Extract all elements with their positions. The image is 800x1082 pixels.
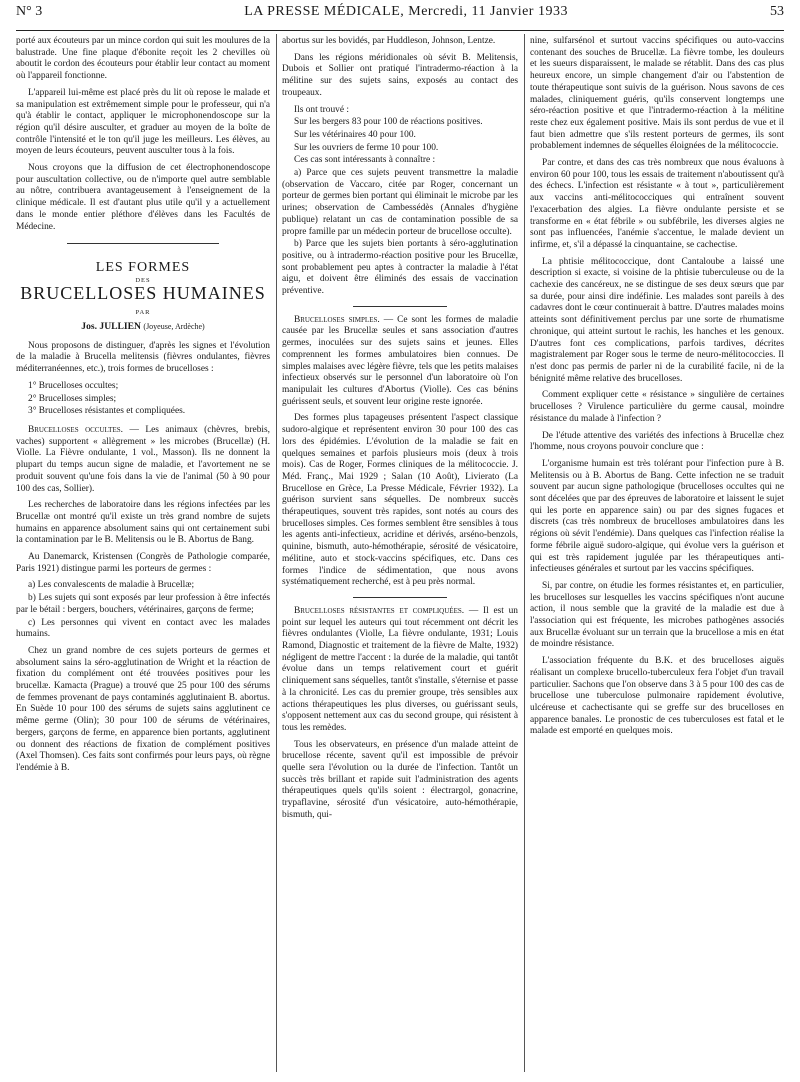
section-rule bbox=[67, 243, 219, 244]
paragraph: Au Danemarck, Kristensen (Congrès de Pathologie comparée, Paris 1921) distingue parmi les porteurs de germes : bbox=[16, 552, 270, 574]
paragraph: L'association fréquente du B.K. et des brucelloses aiguës réalisant un complexe brucello-tuberculeux fera l'objet d'un travail particulier. Sachons que l'on observe dans 3 à 5 pour 100 des cas de brucellose une tuberculose pulmonaire rapidement évolutive, ulcéreuse et cachectisante qui se greffe sur des brucelloses en apparence banales. Le pronostic de ces tuberculoses est fatal et le malade est emporté en quelques mois. bbox=[530, 656, 784, 737]
paragraph: Par contre, et dans des cas très nombreux que nous évaluons à environ 60 pour 100, tous les essais de traitement n'aboutissent qu'à des échecs. L'infection est résistante « à tout », particulièrement aux vaccins anti-mélitococciques qui entraînent souvent l'exacerbation des algies. La fièvre ondulante persiste et se transforme en « état fébrile » ou subfébrile, les diverses algies ne sont pas influencées, l'anémie s'accentue, le malade devient un infirme, et, s'il a dépassé la cinquantaine, se cachectise. bbox=[530, 158, 784, 250]
paragraph bbox=[282, 606, 518, 735]
column-divider bbox=[276, 34, 277, 1072]
paragraph: L'organisme humain est très tolérant pour l'infection pure à B. Melitensis ou à B. Abortus de Bang. Cette infection ne se traduit souvent par aucun signe pathologique (brucelloses occultes qui ne sont décelées que par des épreuves de laboratoire et laissent le sujet qui les porte en apparence sain) ou par des signes fugaces et discrets (cas très nombreux de brucelloses ambulatoires dans les régions où sévit l'endémie). Dans quelques cas l'infection réalise la forme fébrile aiguë sudoro-algique, qui évolue vers la guérison et qui est très rapidement jugulée par les thérapeutiques anti-infectieuses générales et surtout par les vaccins spécifiques. bbox=[530, 458, 784, 575]
list-item: 1° Brucelloses occultes; bbox=[28, 380, 119, 391]
author-name: Jos. JULLIEN bbox=[81, 321, 141, 333]
paragraph: Les recherches de laboratoire dans les régions infectées par les Brucellæ ont montré qu'il existe un très grand nombre de sujets humains en apparence absolument sains qui ont certainement subi la contamination par le B. Melitensis ou le B. Abortus de Bang. bbox=[16, 500, 270, 546]
paragraph: Si, par contre, on étudie les formes résistantes et, en particulier, les brucelloses sur lesquelles les vaccins spécifiques n'ont aucune action, il nous semble que la gravité de la maladie est due à l'association qui est fréquente, les microbes pathogènes associés aux Brucellæ évoluant sur un terrain que la brucellose a mis en état de moindre résistance. bbox=[530, 580, 784, 650]
paragraph: a) Parce que ces sujets peuvent transmettre la maladie (observation de Vaccaro, citée par Roger, concernant un porteur de germes bien portant qui éliminait le microbe par les urines; observation de Cambessédès (Annales d'hygiène publique) relatant un cas de contamination possible de sa propre famille par un médecin porteur de brucellose occulte). bbox=[282, 168, 518, 237]
paragraph bbox=[16, 425, 270, 495]
paragraph: Nous proposons de distinguer, d'après les signes et l'évolution de la maladie à Brucella melitensis (fièvres ondulantes, fièvres méditerranéennes, etc.), trois formes de brucelloses : bbox=[16, 340, 270, 375]
column-3 bbox=[530, 36, 784, 743]
list-item: c) Les personnes qui vivent en contact avec les malades humains. bbox=[16, 617, 270, 640]
issue-number: N° 3 bbox=[16, 4, 43, 19]
paragraph: abortus sur les bovidés, par Huddleson, Johnson, Lentze. bbox=[282, 36, 496, 46]
column-1 bbox=[16, 36, 270, 780]
list-item: a) Les convalescents de maladie à Brucellæ; bbox=[28, 580, 195, 591]
list-item: Ces cas sont intéressants à connaître : bbox=[294, 155, 436, 166]
article-title-des: DES bbox=[135, 276, 151, 284]
list-item: Sur les ouvriers de ferme 10 pour 100. bbox=[294, 142, 439, 153]
section-head-simples: Brucelloses simples. bbox=[294, 314, 380, 325]
header-rule bbox=[16, 30, 784, 31]
paragraph: Dans les régions méridionales où sévit B. Melitensis, Dubois et Sollier ont pratiqué l'intradermo-réaction à la mélitine sur des sujets sains, exposés au contact des troupeaux. bbox=[282, 52, 518, 98]
paragraph: Ils ont trouvé : bbox=[294, 104, 349, 115]
list-item: 2° Brucelloses simples; bbox=[28, 393, 117, 404]
paragraph: Comment expliquer cette « résistance » singulière de certaines brucelloses ? Virulence particulière du germe causal, moindre résistance du malade à l'infection ? bbox=[530, 390, 784, 424]
section-text: — Il est un point sur lequel les auteurs qui tout récemment ont décrit les fièvres ondulantes (Violle, La fièvre ondulante, 1931; Louis Ramond, Diagnostic et traitement de la fièvre de Malte, 1932) négligent de mettre l'accent : la durée de la maladie, qui tantôt évolue dans un temps relativement court et guérit cliniquement sans séquelles, tantôt s'installe, s'éternise et passe à la chronicité. Les cas du premier groupe, très sensibles aux actions thérapeutiques les plus diverses, ou guérissant seuls, s'opposent nettement aux cas du second groupe, qui résistent à tous les remèdes. bbox=[282, 605, 518, 733]
paragraph: Tous les observateurs, en présence d'un malade atteint de brucellose récente, savent qu'il est impossible de prévoir quelle sera l'évolution ou la durée de l'infection. Tantôt un succès très brillant et rapide suit l'administration des agents thérapeutiques quels qu'ils soient : électrargol, gonacrine, trypaflavine, sérosité d'un vésicatoire, auto-hémothérapie, bismuth, qui- bbox=[282, 739, 518, 820]
section-text: — Les animaux (chèvres, brebis, vaches) supportent « allègrement » les microbes (Brucellæ) (H. Violle. La Fièvre ondulante, 1 vol., Masson). Ils ne donnent la plupart du temps aucun signe de maladie, et l'avortement ne se produit souvent qu'une fois dans la vie de l'animal (50 à 90 pour 100 des cas, Sollier). bbox=[16, 424, 270, 494]
list-item: Sur les vétérinaires 40 pour 100. bbox=[294, 129, 416, 140]
paragraph: De l'étude attentive des variétés des infections à Brucellæ chez l'homme, nous croyons pouvoir conclure que : bbox=[530, 430, 784, 453]
paragraph bbox=[282, 315, 518, 409]
column-2 bbox=[282, 36, 518, 827]
paragraph: porté aux écouteurs par un mince cordon qui suit les moulures de la balustrade. Une fine plaque d'ébonite reçoit les 2 chevilles où aboutit le cordon des écouteurs pour établir leur contact au moment où l'appareil fonctionne. bbox=[16, 36, 270, 82]
paragraph: nine, sulfarsénol et surtout vaccins spécifiques ou auto-vaccins contenant des souches de Brucellæ. La fièvre tombe, les douleurs et les sueurs disparaissent, le malade se rétablit. Dans des cas plus heureux encore, un simple changement d'air ou l'abstention de toute thérapeutique sont suivis de la guérison. Nous savons de ces malades, cliniquement guéris, qu'ils conservent longtemps une séro-réaction positive et que l'intradermo-réaction à la mélitine reste chez eux également positive. Mais ils sont perdus de vue et il faut bien admettre que s'ils restent porteurs de germes, ils sont probablement indemnes de séquelles éloignées de la mélitococcie. bbox=[530, 36, 784, 152]
article-title-line2: BRUCELLOSES HUMAINES bbox=[20, 282, 266, 303]
journal-title: LA PRESSE MÉDICALE, Mercredi, 11 Janvier 1933 bbox=[244, 4, 568, 19]
page-number: 53 bbox=[769, 4, 784, 19]
paragraph: L'appareil lui-même est placé près du lit où repose le malade et sa manipulation est extrêmement simple pour le professeur, qui n'a qu'à établir le contact, appliquer le microphonendoscope sur la région qu'il désire ausculter, et graduer au moyen de la boîte de contrôle l'intensité et le ton qu'il juge les meilleurs. Les élèves, au moyen de leurs écouteurs, peuvent ausculter tous à la fois. bbox=[16, 87, 270, 157]
list-item: Sur les bergers 83 pour 100 de réactions positives. bbox=[294, 117, 483, 128]
paragraph: Chez un grand nombre de ces sujets porteurs de germes et absolument sains la séro-agglutination de Wright et la réaction de fixation du complément ont été trouvées positives pour les brucellæ. Kamacta (Prague) a trouvé que 25 pour 100 des sérums de femmes provenant de pays contaminés agglutinaient B. abortus. En Suède 10 pour 100 des sérums de sujets sains agglutinent ce même germe (Olin); 30 pour 100 de sérums de vétérinaires, bergers, garçons de ferme, en apparence bien portants, agglutinent ou donnent des réactions de fixation de complément positives (Axel Thomsen). Ces faits sont confirmés pour leurs pays, où règne l'endémie à B. bbox=[16, 645, 270, 773]
article-par: PAR bbox=[135, 309, 151, 317]
paragraph: Des formes plus tapageuses présentent l'aspect classique sudoro-algique et représentent environ 30 pour 100 des cas lors des épidémies. L'évolution de la maladie se fait en quelques semaines et parfois plusieurs mois (deux à trois mois). Cas de Roger, Formes cliniques de la mélitococcie. J. Méd. Franç., Mai 1929 ; Salan (10 Août), Livierato (La Brucellose en Grèce, La Presse Médicale, Février 1932). La guérison survient sans séquelles. De nombreux succès thérapeutiques, souvent très rapides, sont notés au cours des brucelloses simples. Ces formes semblent être sensibles à tous les agents anti-infectieux, acridine et dérivés, arséno-benzols, quinine, bismuth, auto-hémothérapie, sérosité de vésicatoire, mélitine, auto et stock-vaccins spécifiques, etc. Dans ces formes l'indice de sédimentation, que nous avons systématiquement recherché, est à peu près normal. bbox=[282, 413, 518, 588]
section-head-resistantes: Brucelloses résistantes et compliquées. bbox=[294, 605, 465, 616]
section-rule bbox=[353, 597, 447, 598]
article-title-line1: LES FORMES bbox=[95, 260, 191, 276]
paragraph: b) Parce que les sujets bien portants à séro-agglutination positive, ou à intradermo-réaction positive pour les Brucellæ, sont probablement peu aptes à contracter la maladie à l'état aigu, et doivent être éliminés des essais de vaccination préventive. bbox=[282, 239, 518, 297]
list-item: 3° Brucelloses résistantes et compliquées. bbox=[28, 406, 186, 417]
paragraph: Nous croyons que la diffusion de cet électrophonendoscope pour auscultation collective, ou de n'importe quel autre semblable au nôtre, contribuera avantageusement à l'enseignement de la clinique médicale. Il est d'autant plus utile qu'il y a actuellement dans le monde entier pléthore d'élèves dans les Facultés de Médecine. bbox=[16, 163, 270, 232]
column-divider bbox=[524, 34, 525, 1072]
section-head-occultes: Brucelloses occultes. bbox=[28, 424, 123, 435]
section-text: — Ce sont les formes de maladie causée par les Brucellæ seules et sans association d'autres germes, inoculées sur des sujets sains et jeunes. Elles comprennent les formes ambulatoires bien connues. De simples malaises avec légère fièvre, tels que les petits malaises infectieux observés sur le personnel d'un laboratoire où l'on manipulait les cultures d'Abortus (Violle). Ces cas bénins guérissent seuls, et souvent leur origine reste ignorée. bbox=[282, 314, 518, 407]
article-author bbox=[16, 321, 270, 333]
list-item: b) Les sujets qui sont exposés par leur profession à être infectés par le bétail : bergers, bouchers, vétérinaires, garçons de ferme; bbox=[16, 593, 270, 615]
page-header bbox=[16, 4, 784, 30]
paragraph: La phtisie mélitococcique, dont Cantaloube a laissé une description si exacte, si voisine de la phtisie tuberculeuse ou de la cachexie des cancéreux, ne se distingue de ses deux sœurs que par sa durée, pour ainsi dire indéfinie. Les malades sont pareils à des cadavres dont le cœur continuerait à battre. D'autres malades moins atteints sont définitivement perclus par une sorte de rhumatisme chronique, qui atteint surtout le rachis, les hanches et les genoux. D'autres font ces complications, parfois tardives, décrites magistralement par Roger sous le terme de neuro-mélitococcies. Il n'est donc pas permis de parler ni de la curabilité facile, ni de la bénignité même relative des brucelloses. bbox=[530, 256, 784, 384]
author-location: (Joyeuse, Ardèche) bbox=[143, 322, 205, 332]
section-rule bbox=[353, 306, 447, 307]
